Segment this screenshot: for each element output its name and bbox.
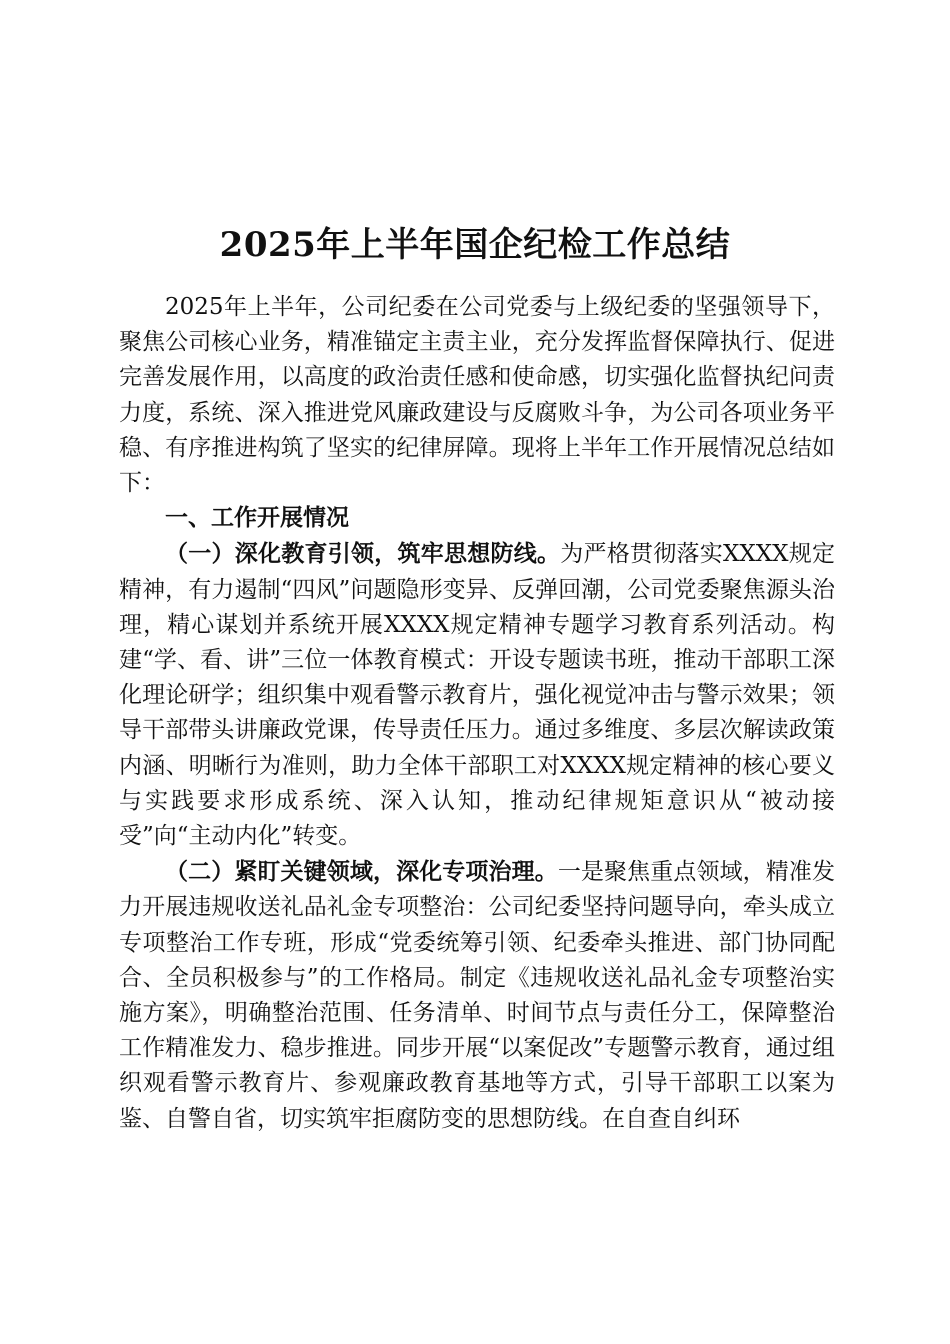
- subsection-2-text: 一是聚焦重点领域，精准发力开展违规收送礼品礼金专项整治：公司纪委坚持问题导向，牵头成立专项整治工作专班，形成“党委统筹引领、纪委牵头推进、部门协同配合、全员积极参与”的工作格局。制定《违规收送礼品礼金专项整治实施方案》，明确整治范围、任务清单、时间节点与责任分工，保障整治工作精准发力、稳步推进。同步开展“以案促改”专题警示教育，通过组织观看警示教育片、参观廉政教育基地等方式，引导干部职工以案为鉴、自警自省，切实筑牢拒腐防变的思想防线。在自查自纠环: [119, 859, 836, 1132]
- subsection-1-text: 为严格贯彻落实XXXX规定精神，有力遏制“四风”问题隐形变异、反弹回潮，公司党委聚焦源头治理，精心谋划并系统开展XXXX规定精神专题学习教育系列活动。构建“学、看、讲”三位一体教育模式：开设专题读书班，推动干部职工深化理论研学；组织集中观看警示教育片，强化视觉冲击与警示效果；领导干部带头讲廉政党课，传导责任压力。通过多维度、多层次解读政策内涵、明晰行为准则，助力全体干部职工对XXXX规定精神的核心要义与实践要求形成系统、深入认知，推动纪律规矩意识从“被动接受”向“主动内化”转变。: [119, 541, 835, 850]
- subsection-2-paragraph: [119, 854, 835, 1137]
- section-heading: 一、工作开展情况: [165, 505, 349, 532]
- document-body: [119, 290, 835, 1137]
- intro-paragraph: 2025年上半年，公司纪委在公司党委与上级纪委的坚强领导下，聚焦公司核心业务，精准锚定主责主业，充分发挥监督保障执行、促进完善发展作用，以高度的政治责任感和使命感，切实强化监督执纪问责力度，系统、深入推进党风廉政建设与反腐败斗争，为公司各项业务平稳、有序推进构筑了坚实的纪律屏障。现将上半年工作开展情况总结如下：: [119, 294, 835, 497]
- subsection-2-lead: （二）紧盯关键领域，深化专项治理。: [165, 858, 558, 886]
- subsection-1-paragraph: [119, 536, 835, 854]
- document-title: 2025年上半年国企纪检工作总结: [219, 224, 731, 265]
- subsection-1-lead: （一）深化教育引领，筑牢思想防线。: [165, 540, 561, 568]
